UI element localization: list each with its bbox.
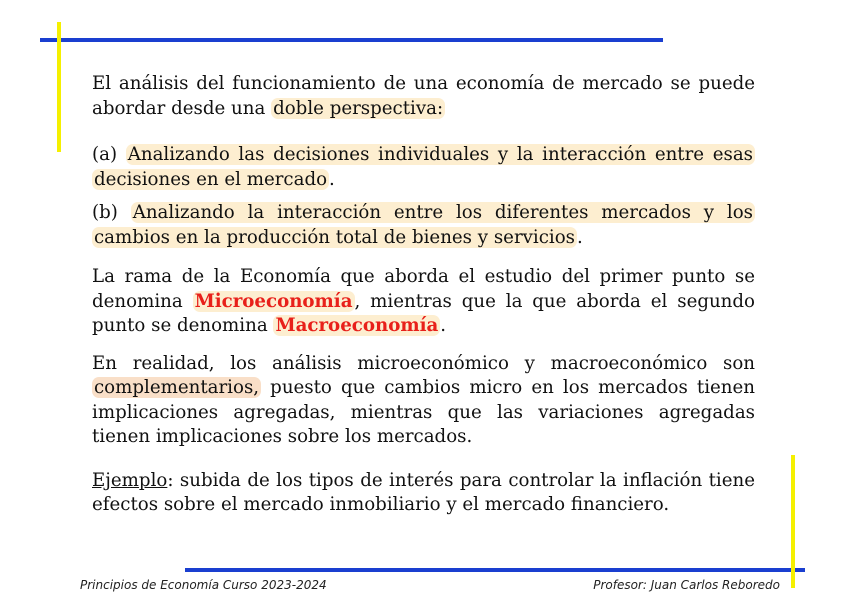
reality-text-2: puesto que cambios micro en los mercados tienen implicaciones agregadas, mientras que las variaciones agregadas tienen implicaciones sobre los mercados. (92, 377, 755, 447)
point-a-end: . (329, 168, 335, 190)
intro-highlight: doble perspectiva: (273, 97, 444, 119)
microeconomia-term: Microeconomía (194, 290, 353, 312)
reality-paragraph (92, 352, 755, 450)
point-a-highlight: Analizando las decisiones individuales y la interacción entre esas decisiones en el mercado (94, 144, 753, 190)
footer-course: Principios de Economía Curso 2023-2024 (80, 578, 327, 592)
intro-paragraph (92, 72, 755, 121)
example-paragraph (92, 469, 755, 518)
top-blue-rule (40, 38, 663, 42)
top-yellow-rule (57, 22, 61, 152)
branch-text-2: , mientras que la que aborda el segundo punto se denomina (92, 290, 755, 336)
branch-text-1: La rama de la Economía que aborda el estudio del primer punto se denomina (92, 266, 755, 312)
reality-text-1: En realidad, los análisis microeconómico y macroeconómico son (92, 352, 755, 374)
branch-paragraph (92, 265, 755, 339)
macroeconomia-term: Macroeconomía (275, 315, 439, 336)
point-b-highlight: Analizando la interacción entre los diferentes mercados y los cambios en la producción total de bienes y servicios (94, 202, 753, 248)
point-b-paragraph (92, 201, 755, 250)
bottom-yellow-rule (791, 455, 795, 588)
footer-professor: Profesor: Juan Carlos Reboredo (593, 578, 780, 592)
branch-end: . (440, 315, 447, 336)
point-b-label: (b) (92, 202, 118, 223)
bottom-blue-rule (185, 568, 805, 572)
example-label: Ejemplo (92, 469, 168, 491)
point-a-paragraph (92, 143, 755, 192)
example-text: : subida de los tipos de interés para controlar la inflación tiene efectos sobre el mercado inmobiliario y el mercado financiero. (92, 469, 755, 515)
complementarios-highlight: complementarios, (94, 377, 260, 398)
intro-text: El análisis del funcionamiento de una economía de mercado se puede abordar desde una (92, 73, 755, 119)
point-b-end: . (577, 226, 583, 248)
point-a-label: (a) (92, 144, 118, 165)
slide-body (92, 72, 755, 518)
